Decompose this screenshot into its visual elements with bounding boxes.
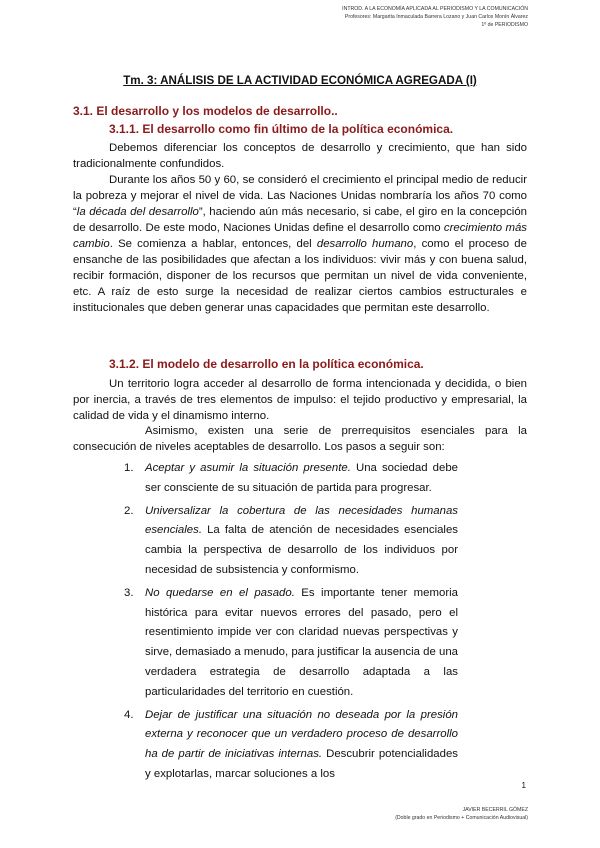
paragraph-2-text-a: Durante los años 50 y 60, se consideró el crecimiento el principal medio de reducir la pobreza y mejorar el nivel de vida. Las Naciones Unidas nombraría los años 70 como “ <box>73 174 527 218</box>
page-number: 1 <box>521 781 526 790</box>
paragraph-2-italic-b: la década del desarrollo <box>76 206 199 218</box>
list-item-text: Descubrir potencialidades y explotarlas, marcar soluciones a los <box>145 748 458 780</box>
paragraph-2 <box>73 172 527 316</box>
document-title: Tm. 3: ANÁLISIS DE LA ACTIVIDAD ECONÓMICA AGREGADA (I) <box>123 74 477 87</box>
list-number: 4. <box>124 708 134 721</box>
footer-author: JAVIER BECERRIL GÓMEZ <box>462 807 528 813</box>
list-item <box>124 459 458 499</box>
page-header <box>342 5 528 29</box>
subsection-heading-2: 3.1.2. El modelo de desarrollo en la política económica. <box>109 357 424 371</box>
list-item-italic: Dejar de justificar una situación no deseada por la presión externa y reconocer que un verdadero proceso de desarrollo ha de partir de iniciativas internas. <box>145 708 458 761</box>
list-item-text: La falta de atención de necesidades esenciales cambia la perspectiva de desarrollo de los individuos por necesidad de subsistencia y conformismo. <box>145 524 458 576</box>
paragraph-1: Debemos diferenciar los conceptos de desarrollo y crecimiento, que han sido tradicionalmente confundidos. <box>73 142 527 170</box>
section-heading: 3.1. El desarrollo y los modelos de desarrollo.. <box>73 104 338 118</box>
list-number: 2. <box>124 504 134 517</box>
header-year: 1º de PERIODISMO <box>481 22 528 28</box>
paragraph-2-text-c: ”, haciendo aún más necesario, si cabe, el giro en la concepción de desarrollo. De este modo, Naciones Unidas define el desarrollo como <box>73 206 527 234</box>
steps-list <box>124 459 458 788</box>
paragraph-4: Asimismo, existen una serie de prerrequisitos esenciales para la consecución de niveles aceptables de desarrollo. Los pasos a seguir son: <box>73 425 527 453</box>
list-number: 1. <box>124 462 134 474</box>
list-item-text: Una sociedad debe ser consciente de su situación de partida para progresar. <box>145 462 458 494</box>
header-professors: Profesores: Margarita Inmaculada Barrera Lozano y Juan Carlos Monín Álvarez <box>344 14 528 20</box>
paragraph-2-text-g: , como el proceso de ensanche de las posibilidades que afectan a los individuos: vivir más y con buena salud, recibir formación, disponer de los recursos que permitan un nivel de vida conveniente, etc. A raíz de esto surge la necesidad de realizar ciertos cambios estructurales e institucionales que deben generar unas capacidades que permitan este desarrollo. <box>73 238 527 314</box>
list-item <box>124 584 458 703</box>
list-item <box>124 502 458 581</box>
subsection-heading-1: 3.1.1. El desarrollo como fin último de la política económica. <box>109 122 454 136</box>
list-item-italic: Aceptar y asumir la situación presente. <box>145 462 351 474</box>
list-item <box>124 706 458 785</box>
paragraph-3: Un territorio logra acceder al desarrollo de forma intencionada y decidida, o bien por inercia, a través de tres elementos de impulso: el tejido productivo y empresarial, la calidad de vida y el dinamismo interno. <box>73 378 527 422</box>
page-footer <box>395 806 528 822</box>
paragraph-2-text-e: . Se comienza a hablar, entonces, del <box>109 238 317 250</box>
paragraph-2-italic-f: desarrollo humano <box>316 238 414 250</box>
list-number: 3. <box>124 586 134 599</box>
list-item-italic: Universalizar la cobertura de las necesidades humanas esenciales. <box>145 504 458 537</box>
list-item-italic: No quedarse en el pasado. <box>145 586 295 599</box>
header-course: INTROD. A LA ECONOMÍA APLICADA AL PERIODISMO Y LA COMUNICACIÓN <box>342 6 528 12</box>
footer-degree: (Doble grado en Periodismo + Comunicación Audiovisual) <box>395 815 528 821</box>
list-item-text: Es importante tener memoria histórica para evitar nuevos errores del pasado, pero el resentimiento impide ver con claridad nuevas perspectivas y sirve, demasiado a menudo, para justificar la ausencia de una verdadera estrategia de desarrollo adaptada a las particularidades del territorio en cuestión. <box>145 586 458 698</box>
paragraph-2-italic-d: crecimiento más cambio <box>73 222 527 250</box>
